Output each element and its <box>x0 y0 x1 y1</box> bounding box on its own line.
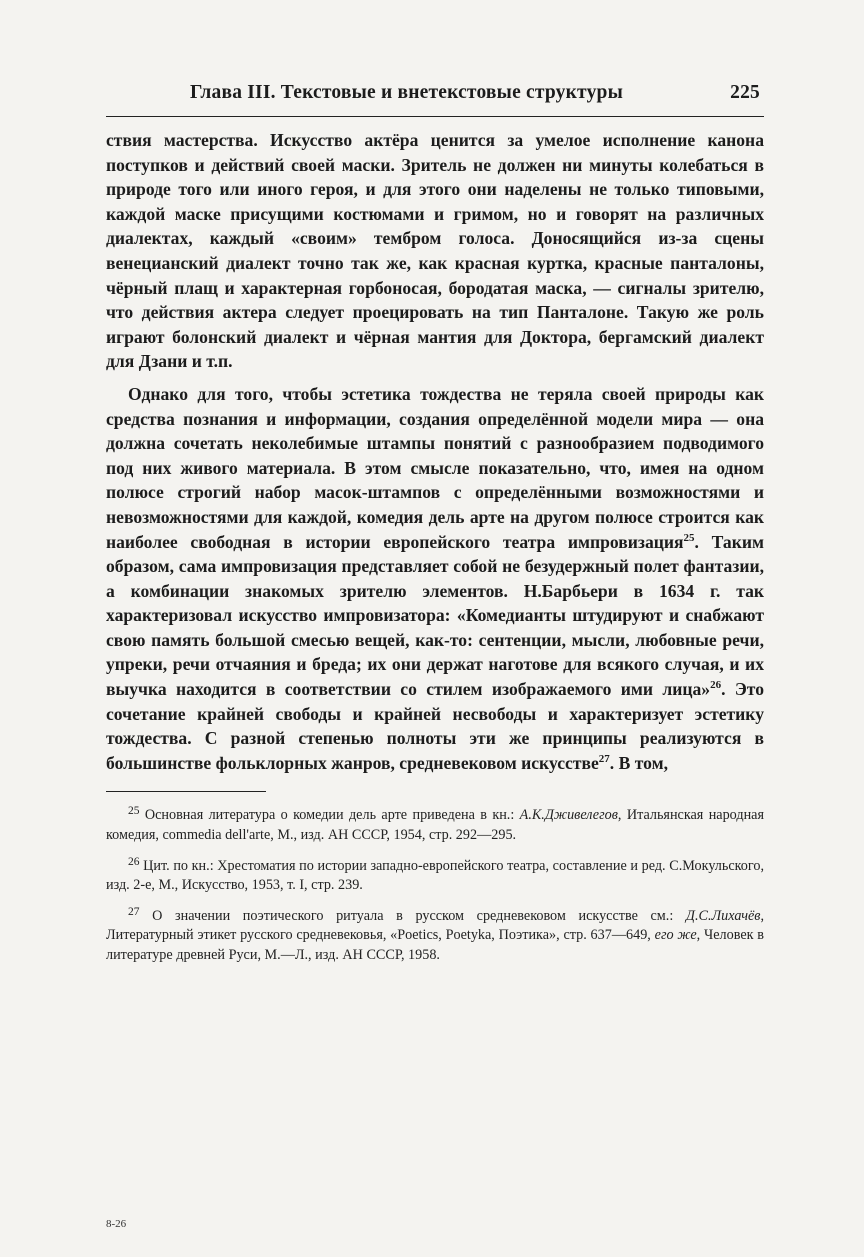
footnote-ref-26[interactable]: 26 <box>710 679 722 692</box>
footnote-text: , Итальянская народная комедия, commedia dell'arte, М., изд. АН СССР, 1954, стр. 292—295. <box>106 807 765 844</box>
footnote-25 <box>106 806 764 845</box>
main-text <box>106 128 764 775</box>
paragraph-2 <box>106 382 764 776</box>
footnote-text: О значении поэтического ритуала в русском средневековом искусстве см.: <box>152 907 686 924</box>
running-header <box>106 82 764 104</box>
footnote-author: Д.С.Лихачёв <box>685 907 761 924</box>
footnote-ibid: его же <box>654 927 697 944</box>
header-rule <box>106 116 764 117</box>
footnote-26 <box>106 857 764 896</box>
book-page <box>106 82 764 977</box>
paragraph-1: ствия мастерства. Искусство актёра ценится за умелое исполнение канона поступков и действий своей маски. Зритель не должен ни минуты колебаться в природе того или иного героя, и для этого они наделены не только типовыми, каждой маске присущими костюмами и гримом, но и говорят на различных диалектах, каждый «своим» тембром голоса. Доносящийся из-за сцены венецианский диалект точно так же, как красная куртка, красные панталоны, чёрный плащ и характерная горбоносая, бородатая маска, — сигналы зрителю, что действия актера следует проецировать на тип Панталоне. Такую же роль играют болонский диалект и чёрная мантия для Доктора, бергамский диалект для Дзани и т.п. <box>106 130 764 372</box>
footnote-text: , Литературный этикет русского средневековья, «Poetics, Poetyka, Поэтика», стр. 637—649, <box>106 907 764 944</box>
footnote-27 <box>106 907 764 966</box>
footnote-ref-27[interactable]: 27 <box>598 752 610 765</box>
printer-signature: 8-26 <box>106 1218 127 1230</box>
footnote-number: 26 <box>128 855 140 868</box>
chapter-title: Глава III. Текстовые и внетекстовые структуры <box>190 82 623 103</box>
footnote-rule <box>106 791 266 792</box>
paragraph-2-part-4: . В том, <box>609 752 668 773</box>
footnote-number: 25 <box>128 805 140 818</box>
footnotes <box>106 806 764 965</box>
footnote-number: 27 <box>128 905 140 918</box>
footnote-ref-25[interactable]: 25 <box>683 531 695 544</box>
footnote-text: , Человек в литературе древней Руси, М.—Л., изд. АН СССР, 1958. <box>106 927 764 963</box>
footnote-author: А.К.Дживелегов <box>519 807 618 824</box>
footnote-text: Цит. по кн.: Хрестоматия по истории западно-европейского театра, составление и ред. С.Мокульского, изд. 2-е, М., Искусство, 1953, т. I, стр. 239. <box>106 857 765 894</box>
page-number: 225 <box>730 82 760 103</box>
paragraph-2-part-2: . Таким образом, сама импровизация представляет собой не безудержный полет фантазии, а комбинации знакомых зрителю элементов. Н.Барбьери в 1634 г. так характеризовал искусство импровизатора: «Комедианты штудируют и снабжают свою память большой смесью вещей, как-то: сентенции, мысли, любовные речи, упреки, речи отчаяния и бреда; их они держат наготове для всякого случая, и их выучка находится в соответствии со стилем изображаемого ими лица» <box>106 531 764 700</box>
paragraph-2-part-1: Однако для того, чтобы эстетика тождества не теряла своей природы как средства познания и информации, создания определённой модели мира — она должна сочетать неколебимые штампы понятий с разнообразием подводимого под них живого материала. В этом смысле показательно, что, имея на одном полюсе строгий набор масок-штампов с определёнными возможностями и невозможностями для каждой, комедия дель арте на другом полюсе строится как наиболее свободная в истории европейского театра импровизация <box>106 383 764 552</box>
footnote-text: Основная литература о комедии дель арте приведена в кн.: <box>144 807 520 824</box>
paragraph-2-part-3: . Это сочетание крайней свободы и крайней несвободы и характеризует эстетику тождества. С разной степенью полноты эти же принципы реализуются в большинстве фольклорных жанров, средневековом искусстве <box>106 679 764 773</box>
